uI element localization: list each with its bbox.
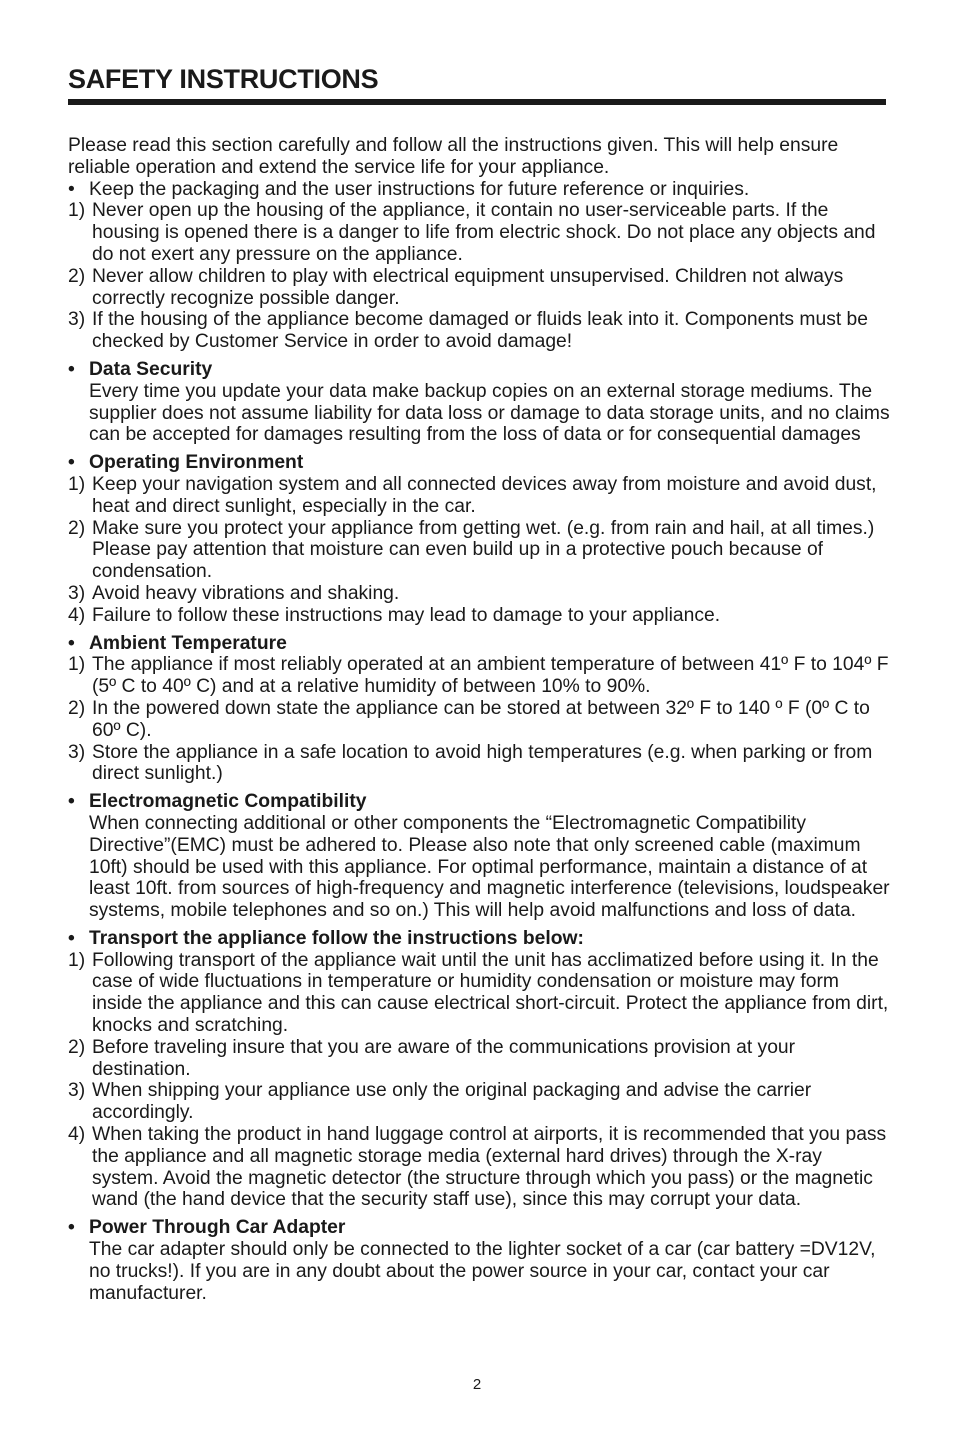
section-text: Every time you update your data make backup copies on an external storage mediums. The supplier does not assume liability for data loss or damage to data storage units, and no claims can be accepted for damages resulting from the loss of data or for consequential damages xyxy=(89,380,890,446)
list-item: 3) Avoid heavy vibrations and shaking. xyxy=(68,582,400,604)
section-ambient-temperature xyxy=(68,633,890,786)
list-item: 3) When shipping your appliance use only the original packaging and advise the carrier accordingly. xyxy=(68,1080,812,1124)
bullet-icon: • xyxy=(68,358,75,380)
page-number: 2 xyxy=(472,1376,482,1393)
section-text: When connecting additional or other components the “Electromagnetic Compatibility Directive”(EMC) must be adhered to. Please also note that only screened cable (maximum 10ft) should be used with this appliance. For optimal performance, maintain a distance of at least 10ft. from sources of high-frequency and magnetic interference (televisions, loudspeaker systems, mobile telephones and so on.) This will help avoid malfunctions and loss of data. xyxy=(89,812,890,922)
section-operating-environment xyxy=(68,452,890,626)
bullet-icon: • xyxy=(68,791,75,813)
section-heading: • Power Through Car Adapter xyxy=(68,1217,346,1239)
page-title: SAFETY INSTRUCTIONS xyxy=(68,64,379,94)
section-heading: • Transport the appliance follow the instructions below: xyxy=(68,927,584,949)
section-transport xyxy=(68,928,890,1211)
section-car-adapter xyxy=(68,1217,890,1304)
bullet-icon: • xyxy=(68,452,75,474)
title-rule xyxy=(68,99,886,105)
section-heading: • Electromagnetic Compatibility xyxy=(68,791,367,813)
bullet-icon: • xyxy=(68,1217,75,1239)
section-heading: • Data Security xyxy=(68,358,213,380)
list-item: 2) In the powered down state the appliance can be stored at between 32º F to 140 º F (0º C to 60º C). xyxy=(68,697,870,741)
list-item: 1) Following transport of the appliance wait until the unit has acclimatized before using it. In the case of wide fluctuations in temperature or humidity condensation or moisture may form inside the appliance and this can cause electrical short-circuit. Protect the appliance from dirt, knocks and scratching. xyxy=(68,949,889,1037)
intro-bullet-text: Keep the packaging and the user instructions for future reference or inquiries. xyxy=(89,178,750,200)
intro-paragraph: Please read this section carefully and follow all the instructions given. This will help ensure reliable operation and extend the service life for your appliance. xyxy=(68,135,839,178)
list-item: 3) Store the appliance in a safe location to avoid high temperatures (e.g. when parking or from direct sunlight.) xyxy=(68,741,873,785)
section-data-security xyxy=(68,359,890,446)
list-item: 3) If the housing of the appliance become damaged or fluids leak into it. Components must be checked by Customer Service in order to avoid damage! xyxy=(68,309,869,353)
section-electromagnetic-compatibility xyxy=(68,791,890,922)
bullet-icon: • xyxy=(68,927,75,949)
list-item: 4) Failure to follow these instructions may lead to damage to your appliance. xyxy=(68,604,721,626)
section-heading: • Ambient Temperature xyxy=(68,632,287,654)
intro-bullet xyxy=(68,179,890,201)
bullet-icon: • xyxy=(68,178,75,200)
list-item: 4) When taking the product in hand luggage control at airports, it is recommended that you pass the appliance and all magnetic storage media (external hard drives) through the X-ray system. Avoid the magnetic detector (the structure through which you pass) or the magnetic wand (the hand device that the security staff use), since this may corrupt your data. xyxy=(68,1124,887,1211)
section-heading: • Operating Environment xyxy=(68,452,304,474)
section-text: The car adapter should only be connected to the lighter socket of a car (car battery =DV12V, no trucks!). If you are in any doubt about the power source in your car, contact your car manufacturer. xyxy=(89,1239,876,1304)
list-item: 2) Before traveling insure that you are aware of the communications provision at your destination. xyxy=(68,1036,796,1080)
list-item: 2) Make sure you protect your appliance from getting wet. (e.g. from rain and hail, at all times.) Please pay attention that moisture can even build up in a protective pouch because of condensation. xyxy=(68,517,875,583)
list-item: 1) The appliance if most reliably operated at an ambient temperature of between 41º F to 104º F (5º C to 40º C) and at a relative humidity of between 10% to 90%. xyxy=(68,654,889,698)
list-item: 2) Never allow children to play with electrical equipment unsupervised. Children not always correctly recognize possible danger. xyxy=(68,265,844,309)
document-body xyxy=(68,135,890,1304)
list-item: 1) Never open up the housing of the appliance, it contain no user-serviceable parts. If the housing is opened there is a danger to life from electric shock. Do not place any objects and do not exert any pressure on the appliance. xyxy=(68,200,876,265)
list-item: 1) Keep your navigation system and all connected devices away from moisture and avoid dust, heat and direct sunlight, especially in the car. xyxy=(68,473,877,517)
bullet-icon: • xyxy=(68,632,75,654)
